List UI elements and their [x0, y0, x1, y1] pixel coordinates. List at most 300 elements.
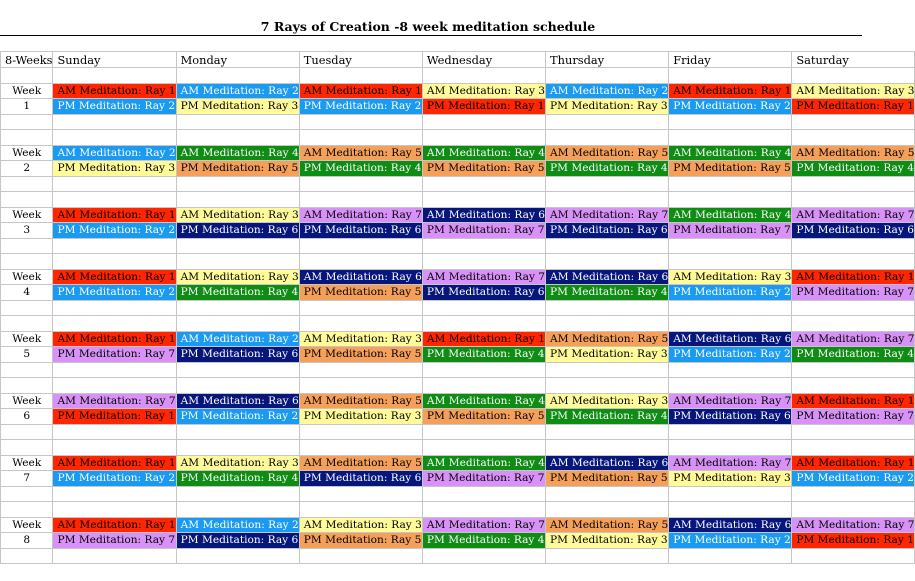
- blank-row: [1, 486, 915, 502]
- empty-cell[interactable]: [546, 378, 669, 394]
- empty-cell[interactable]: [546, 316, 669, 332]
- empty-cell[interactable]: [299, 192, 422, 208]
- empty-cell[interactable]: [1, 502, 53, 518]
- schedule-table: [0, 51, 915, 564]
- empty-cell[interactable]: [1, 424, 53, 440]
- empty-cell[interactable]: [792, 548, 915, 564]
- meditation-cell-am[interactable]: AM Meditation: Ray 4: [176, 145, 299, 161]
- meditation-cell-pm[interactable]: PM Meditation: Ray 3: [546, 347, 669, 363]
- empty-cell[interactable]: [422, 316, 545, 332]
- empty-cell[interactable]: [669, 378, 792, 394]
- blank-row: [1, 424, 915, 440]
- week-label[interactable]: Week: [1, 455, 53, 471]
- empty-cell[interactable]: [422, 548, 545, 564]
- meditation-cell-pm[interactable]: PM Meditation: Ray 4: [792, 161, 915, 177]
- empty-cell[interactable]: [53, 300, 176, 316]
- meditation-cell-pm[interactable]: PM Meditation: Ray 5: [299, 347, 422, 363]
- meditation-cell-pm[interactable]: PM Meditation: Ray 7: [53, 533, 176, 549]
- meditation-cell-pm[interactable]: PM Meditation: Ray 2: [669, 99, 792, 115]
- empty-cell[interactable]: [669, 238, 792, 254]
- blank-row: [1, 130, 915, 146]
- empty-cell[interactable]: [1, 300, 53, 316]
- empty-cell[interactable]: [53, 130, 176, 146]
- empty-cell[interactable]: [422, 486, 545, 502]
- empty-cell[interactable]: [422, 254, 545, 270]
- meditation-cell-pm[interactable]: PM Meditation: Ray 7: [422, 471, 545, 487]
- empty-cell[interactable]: [53, 440, 176, 456]
- empty-cell[interactable]: [422, 68, 545, 84]
- meditation-cell-am[interactable]: AM Meditation: Ray 3: [176, 269, 299, 285]
- meditation-cell-pm[interactable]: PM Meditation: Ray 3: [53, 161, 176, 177]
- blank-row: [1, 192, 915, 208]
- blank-row: [1, 502, 915, 518]
- empty-cell[interactable]: [669, 548, 792, 564]
- empty-cell[interactable]: [299, 486, 422, 502]
- empty-cell[interactable]: [1, 130, 53, 146]
- week-5-pm-row: [1, 347, 915, 363]
- meditation-cell-am[interactable]: AM Meditation: Ray 3: [422, 83, 545, 99]
- blank-row: [1, 114, 915, 130]
- empty-cell[interactable]: [546, 424, 669, 440]
- meditation-cell-am[interactable]: AM Meditation: Ray 1: [53, 517, 176, 533]
- empty-cell[interactable]: [176, 378, 299, 394]
- meditation-cell-pm[interactable]: PM Meditation: Ray 6: [299, 471, 422, 487]
- meditation-cell-pm[interactable]: PM Meditation: Ray 4: [422, 533, 545, 549]
- week-label[interactable]: Week: [1, 331, 53, 347]
- empty-cell[interactable]: [176, 192, 299, 208]
- week-2-pm-row: [1, 161, 915, 177]
- empty-cell[interactable]: [422, 424, 545, 440]
- empty-cell[interactable]: [1, 192, 53, 208]
- empty-cell[interactable]: [1, 238, 53, 254]
- empty-cell[interactable]: [299, 130, 422, 146]
- empty-cell[interactable]: [1, 486, 53, 502]
- sheet-title: 7 Rays of Creation -8 week meditation schedule: [260, 19, 596, 34]
- meditation-cell-am[interactable]: AM Meditation: Ray 4: [422, 393, 545, 409]
- header-cell[interactable]: Monday: [176, 52, 299, 68]
- empty-cell[interactable]: [299, 114, 422, 130]
- meditation-cell-am[interactable]: AM Meditation: Ray 4: [669, 145, 792, 161]
- header-cell[interactable]: 8-Weeks: [1, 52, 53, 68]
- week-number[interactable]: 6: [1, 409, 53, 425]
- empty-cell[interactable]: [792, 130, 915, 146]
- week-3-am-row: [1, 207, 915, 223]
- meditation-cell-pm[interactable]: PM Meditation: Ray 2: [53, 223, 176, 239]
- meditation-cell-am[interactable]: AM Meditation: Ray 2: [176, 83, 299, 99]
- header-cell[interactable]: Thursday: [546, 52, 669, 68]
- meditation-cell-pm[interactable]: PM Meditation: Ray 4: [176, 471, 299, 487]
- meditation-cell-pm[interactable]: PM Meditation: Ray 6: [422, 285, 545, 301]
- meditation-cell-pm[interactable]: PM Meditation: Ray 2: [669, 285, 792, 301]
- empty-cell[interactable]: [546, 440, 669, 456]
- empty-cell[interactable]: [299, 502, 422, 518]
- empty-cell[interactable]: [53, 68, 176, 84]
- empty-cell[interactable]: [1, 316, 53, 332]
- meditation-cell-pm[interactable]: PM Meditation: Ray 6: [176, 533, 299, 549]
- empty-cell[interactable]: [422, 502, 545, 518]
- empty-cell[interactable]: [299, 238, 422, 254]
- empty-cell[interactable]: [669, 68, 792, 84]
- meditation-cell-am[interactable]: AM Meditation: Ray 5: [546, 517, 669, 533]
- meditation-cell-am[interactable]: AM Meditation: Ray 5: [546, 145, 669, 161]
- empty-cell[interactable]: [299, 300, 422, 316]
- meditation-cell-am[interactable]: AM Meditation: Ray 1: [792, 455, 915, 471]
- empty-cell[interactable]: [299, 254, 422, 270]
- empty-cell[interactable]: [299, 176, 422, 192]
- meditation-cell-pm[interactable]: PM Meditation: Ray 7: [792, 409, 915, 425]
- title-underline: [0, 35, 862, 36]
- empty-cell[interactable]: [546, 486, 669, 502]
- empty-cell[interactable]: [176, 440, 299, 456]
- empty-cell[interactable]: [1, 176, 53, 192]
- week-1-am-row: [1, 83, 915, 99]
- empty-cell[interactable]: [176, 548, 299, 564]
- empty-cell[interactable]: [176, 316, 299, 332]
- meditation-cell-am[interactable]: AM Meditation: Ray 5: [546, 331, 669, 347]
- meditation-cell-pm[interactable]: PM Meditation: Ray 6: [546, 223, 669, 239]
- empty-cell[interactable]: [546, 192, 669, 208]
- meditation-cell-am[interactable]: AM Meditation: Ray 5: [299, 455, 422, 471]
- meditation-cell-am[interactable]: AM Meditation: Ray 6: [669, 517, 792, 533]
- meditation-cell-pm[interactable]: PM Meditation: Ray 4: [299, 161, 422, 177]
- empty-cell[interactable]: [546, 548, 669, 564]
- empty-cell[interactable]: [53, 316, 176, 332]
- meditation-cell-pm[interactable]: PM Meditation: Ray 5: [669, 161, 792, 177]
- empty-cell[interactable]: [176, 130, 299, 146]
- empty-cell[interactable]: [53, 502, 176, 518]
- week-8-pm-row: [1, 533, 915, 549]
- empty-cell[interactable]: [792, 378, 915, 394]
- week-label[interactable]: Week: [1, 269, 53, 285]
- meditation-cell-am[interactable]: AM Meditation: Ray 3: [299, 517, 422, 533]
- meditation-cell-pm[interactable]: PM Meditation: Ray 7: [53, 347, 176, 363]
- meditation-cell-am[interactable]: AM Meditation: Ray 1: [792, 269, 915, 285]
- meditation-cell-am[interactable]: AM Meditation: Ray 2: [546, 83, 669, 99]
- meditation-cell-pm[interactable]: PM Meditation: Ray 2: [53, 285, 176, 301]
- meditation-cell-am[interactable]: AM Meditation: Ray 7: [669, 393, 792, 409]
- meditation-cell-pm[interactable]: PM Meditation: Ray 6: [299, 223, 422, 239]
- week-number[interactable]: 2: [1, 161, 53, 177]
- empty-cell[interactable]: [422, 378, 545, 394]
- meditation-cell-am[interactable]: AM Meditation: Ray 1: [53, 455, 176, 471]
- meditation-cell-pm[interactable]: PM Meditation: Ray 6: [176, 347, 299, 363]
- empty-cell[interactable]: [792, 316, 915, 332]
- meditation-cell-am[interactable]: AM Meditation: Ray 3: [176, 455, 299, 471]
- empty-cell[interactable]: [299, 548, 422, 564]
- blank-row: [1, 440, 915, 456]
- empty-cell[interactable]: [53, 424, 176, 440]
- week-3-pm-row: [1, 223, 915, 239]
- empty-cell[interactable]: [1, 114, 53, 130]
- meditation-cell-pm[interactable]: PM Meditation: Ray 4: [546, 409, 669, 425]
- empty-cell[interactable]: [669, 440, 792, 456]
- empty-cell[interactable]: [422, 300, 545, 316]
- empty-cell[interactable]: [792, 362, 915, 378]
- meditation-cell-pm[interactable]: PM Meditation: Ray 4: [546, 161, 669, 177]
- meditation-cell-am[interactable]: AM Meditation: Ray 4: [422, 145, 545, 161]
- empty-cell[interactable]: [176, 502, 299, 518]
- header-cell[interactable]: Saturday: [792, 52, 915, 68]
- empty-cell[interactable]: [53, 238, 176, 254]
- meditation-cell-pm[interactable]: PM Meditation: Ray 7: [792, 285, 915, 301]
- empty-cell[interactable]: [1, 440, 53, 456]
- week-number[interactable]: 8: [1, 533, 53, 549]
- empty-cell[interactable]: [53, 378, 176, 394]
- empty-cell[interactable]: [669, 130, 792, 146]
- empty-cell[interactable]: [176, 238, 299, 254]
- header-row: [1, 52, 915, 68]
- meditation-cell-pm[interactable]: PM Meditation: Ray 2: [669, 347, 792, 363]
- meditation-cell-pm[interactable]: PM Meditation: Ray 2: [792, 471, 915, 487]
- meditation-cell-pm[interactable]: PM Meditation: Ray 6: [669, 409, 792, 425]
- meditation-cell-pm[interactable]: PM Meditation: Ray 5: [299, 533, 422, 549]
- meditation-cell-am[interactable]: AM Meditation: Ray 6: [546, 269, 669, 285]
- empty-cell[interactable]: [1, 68, 53, 84]
- meditation-cell-am[interactable]: AM Meditation: Ray 6: [669, 331, 792, 347]
- meditation-cell-pm[interactable]: PM Meditation: Ray 1: [422, 99, 545, 115]
- empty-cell[interactable]: [546, 502, 669, 518]
- empty-cell[interactable]: [53, 486, 176, 502]
- meditation-cell-am[interactable]: AM Meditation: Ray 6: [546, 455, 669, 471]
- meditation-cell-am[interactable]: AM Meditation: Ray 3: [546, 393, 669, 409]
- empty-cell[interactable]: [422, 176, 545, 192]
- empty-cell[interactable]: [299, 378, 422, 394]
- empty-cell[interactable]: [1, 254, 53, 270]
- empty-cell[interactable]: [792, 424, 915, 440]
- empty-cell[interactable]: [176, 68, 299, 84]
- empty-cell[interactable]: [422, 440, 545, 456]
- empty-cell[interactable]: [176, 362, 299, 378]
- week-number[interactable]: 3: [1, 223, 53, 239]
- empty-cell[interactable]: [669, 362, 792, 378]
- meditation-cell-pm[interactable]: PM Meditation: Ray 3: [546, 99, 669, 115]
- empty-cell[interactable]: [792, 502, 915, 518]
- meditation-cell-pm[interactable]: PM Meditation: Ray 4: [176, 285, 299, 301]
- empty-cell[interactable]: [422, 114, 545, 130]
- meditation-cell-am[interactable]: AM Meditation: Ray 7: [792, 331, 915, 347]
- meditation-cell-am[interactable]: AM Meditation: Ray 3: [176, 207, 299, 223]
- empty-cell[interactable]: [53, 114, 176, 130]
- meditation-cell-pm[interactable]: PM Meditation: Ray 6: [792, 223, 915, 239]
- meditation-cell-pm[interactable]: PM Meditation: Ray 4: [792, 347, 915, 363]
- meditation-cell-am[interactable]: AM Meditation: Ray 1: [53, 83, 176, 99]
- empty-cell[interactable]: [546, 114, 669, 130]
- empty-cell[interactable]: [546, 68, 669, 84]
- empty-cell[interactable]: [1, 362, 53, 378]
- empty-cell[interactable]: [546, 300, 669, 316]
- blank-row: [1, 254, 915, 270]
- week-6-am-row: [1, 393, 915, 409]
- meditation-cell-pm[interactable]: PM Meditation: Ray 1: [792, 99, 915, 115]
- empty-cell[interactable]: [422, 238, 545, 254]
- meditation-cell-am[interactable]: AM Meditation: Ray 2: [176, 331, 299, 347]
- blank-row: [1, 316, 915, 332]
- empty-cell[interactable]: [176, 424, 299, 440]
- meditation-cell-am[interactable]: AM Meditation: Ray 1: [53, 331, 176, 347]
- meditation-cell-am[interactable]: AM Meditation: Ray 5: [299, 145, 422, 161]
- meditation-cell-pm[interactable]: PM Meditation: Ray 2: [299, 99, 422, 115]
- week-7-am-row: [1, 455, 915, 471]
- empty-cell[interactable]: [299, 316, 422, 332]
- empty-cell[interactable]: [792, 254, 915, 270]
- meditation-cell-am[interactable]: AM Meditation: Ray 2: [53, 145, 176, 161]
- empty-cell[interactable]: [792, 238, 915, 254]
- empty-cell[interactable]: [669, 316, 792, 332]
- header-cell[interactable]: Tuesday: [299, 52, 422, 68]
- week-number[interactable]: 4: [1, 285, 53, 301]
- meditation-cell-am[interactable]: AM Meditation: Ray 5: [792, 145, 915, 161]
- blank-row: [1, 362, 915, 378]
- blank-row: [1, 68, 915, 84]
- empty-cell[interactable]: [299, 440, 422, 456]
- meditation-cell-am[interactable]: AM Meditation: Ray 1: [299, 83, 422, 99]
- header-cell[interactable]: Sunday: [53, 52, 176, 68]
- meditation-cell-am[interactable]: AM Meditation: Ray 7: [422, 269, 545, 285]
- week-6-pm-row: [1, 409, 915, 425]
- meditation-cell-pm[interactable]: PM Meditation: Ray 5: [546, 471, 669, 487]
- blank-row: [1, 378, 915, 394]
- meditation-cell-am[interactable]: AM Meditation: Ray 4: [669, 207, 792, 223]
- meditation-cell-pm[interactable]: PM Meditation: Ray 4: [546, 285, 669, 301]
- meditation-cell-pm[interactable]: PM Meditation: Ray 5: [299, 285, 422, 301]
- meditation-cell-pm[interactable]: PM Meditation: Ray 6: [176, 223, 299, 239]
- empty-cell[interactable]: [53, 362, 176, 378]
- week-number[interactable]: 1: [1, 99, 53, 115]
- meditation-cell-am[interactable]: AM Meditation: Ray 1: [53, 269, 176, 285]
- empty-cell[interactable]: [669, 300, 792, 316]
- blank-row: [1, 548, 915, 564]
- empty-cell[interactable]: [669, 176, 792, 192]
- week-label[interactable]: Week: [1, 207, 53, 223]
- empty-cell[interactable]: [53, 176, 176, 192]
- meditation-cell-am[interactable]: AM Meditation: Ray 6: [422, 207, 545, 223]
- blank-row: [1, 238, 915, 254]
- meditation-cell-am[interactable]: AM Meditation: Ray 1: [792, 393, 915, 409]
- empty-cell[interactable]: [176, 176, 299, 192]
- meditation-cell-am[interactable]: AM Meditation: Ray 7: [299, 207, 422, 223]
- meditation-cell-am[interactable]: AM Meditation: Ray 7: [422, 517, 545, 533]
- empty-cell[interactable]: [669, 486, 792, 502]
- blank-row: [1, 300, 915, 316]
- empty-cell[interactable]: [422, 362, 545, 378]
- empty-cell[interactable]: [792, 176, 915, 192]
- meditation-cell-am[interactable]: AM Meditation: Ray 3: [299, 331, 422, 347]
- week-number[interactable]: 7: [1, 471, 53, 487]
- empty-cell[interactable]: [546, 362, 669, 378]
- week-4-am-row: [1, 269, 915, 285]
- empty-cell[interactable]: [792, 68, 915, 84]
- empty-cell[interactable]: [299, 68, 422, 84]
- meditation-cell-pm[interactable]: PM Meditation: Ray 5: [176, 161, 299, 177]
- meditation-cell-am[interactable]: AM Meditation: Ray 1: [53, 207, 176, 223]
- meditation-cell-pm[interactable]: PM Meditation: Ray 3: [669, 471, 792, 487]
- week-4-pm-row: [1, 285, 915, 301]
- meditation-cell-am[interactable]: AM Meditation: Ray 7: [546, 207, 669, 223]
- meditation-cell-pm[interactable]: PM Meditation: Ray 1: [53, 409, 176, 425]
- week-7-pm-row: [1, 471, 915, 487]
- empty-cell[interactable]: [792, 192, 915, 208]
- meditation-cell-pm[interactable]: PM Meditation: Ray 2: [669, 533, 792, 549]
- empty-cell[interactable]: [546, 176, 669, 192]
- empty-cell[interactable]: [669, 424, 792, 440]
- week-label[interactable]: Week: [1, 83, 53, 99]
- meditation-cell-pm[interactable]: PM Meditation: Ray 3: [299, 409, 422, 425]
- empty-cell[interactable]: [1, 548, 53, 564]
- empty-cell[interactable]: [792, 300, 915, 316]
- empty-cell[interactable]: [792, 486, 915, 502]
- week-number[interactable]: 5: [1, 347, 53, 363]
- empty-cell[interactable]: [1, 378, 53, 394]
- empty-cell[interactable]: [53, 254, 176, 270]
- meditation-cell-pm[interactable]: PM Meditation: Ray 7: [422, 223, 545, 239]
- meditation-cell-pm[interactable]: PM Meditation: Ray 1: [792, 533, 915, 549]
- empty-cell[interactable]: [299, 424, 422, 440]
- empty-cell[interactable]: [546, 238, 669, 254]
- meditation-cell-am[interactable]: AM Meditation: Ray 7: [792, 207, 915, 223]
- meditation-cell-pm[interactable]: PM Meditation: Ray 5: [422, 161, 545, 177]
- meditation-cell-am[interactable]: AM Meditation: Ray 3: [669, 269, 792, 285]
- meditation-cell-pm[interactable]: PM Meditation: Ray 2: [53, 471, 176, 487]
- meditation-cell-am[interactable]: AM Meditation: Ray 6: [176, 393, 299, 409]
- empty-cell[interactable]: [669, 502, 792, 518]
- meditation-cell-am[interactable]: AM Meditation: Ray 7: [53, 393, 176, 409]
- week-label[interactable]: Week: [1, 145, 53, 161]
- header-cell[interactable]: Friday: [669, 52, 792, 68]
- week-1-pm-row: [1, 99, 915, 115]
- empty-cell[interactable]: [176, 486, 299, 502]
- meditation-cell-pm[interactable]: PM Meditation: Ray 7: [669, 223, 792, 239]
- empty-cell[interactable]: [422, 192, 545, 208]
- week-2-am-row: [1, 145, 915, 161]
- blank-row: [1, 176, 915, 192]
- meditation-cell-pm[interactable]: PM Meditation: Ray 3: [176, 99, 299, 115]
- meditation-cell-am[interactable]: AM Meditation: Ray 7: [669, 455, 792, 471]
- empty-cell[interactable]: [176, 254, 299, 270]
- meditation-cell-pm[interactable]: PM Meditation: Ray 2: [53, 99, 176, 115]
- empty-cell[interactable]: [299, 362, 422, 378]
- meditation-cell-am[interactable]: AM Meditation: Ray 1: [669, 83, 792, 99]
- week-8-am-row: [1, 517, 915, 533]
- empty-cell[interactable]: [546, 254, 669, 270]
- empty-cell[interactable]: [53, 548, 176, 564]
- week-label[interactable]: Week: [1, 517, 53, 533]
- empty-cell[interactable]: [176, 300, 299, 316]
- empty-cell[interactable]: [669, 192, 792, 208]
- meditation-cell-am[interactable]: AM Meditation: Ray 4: [422, 455, 545, 471]
- meditation-cell-am[interactable]: AM Meditation: Ray 7: [792, 517, 915, 533]
- empty-cell[interactable]: [546, 130, 669, 146]
- empty-cell[interactable]: [792, 440, 915, 456]
- header-cell[interactable]: Wednesday: [422, 52, 545, 68]
- empty-cell[interactable]: [422, 130, 545, 146]
- empty-cell[interactable]: [792, 114, 915, 130]
- empty-cell[interactable]: [176, 114, 299, 130]
- empty-cell[interactable]: [669, 254, 792, 270]
- meditation-cell-pm[interactable]: PM Meditation: Ray 5: [422, 409, 545, 425]
- meditation-cell-pm[interactable]: PM Meditation: Ray 4: [422, 347, 545, 363]
- meditation-cell-pm[interactable]: PM Meditation: Ray 3: [546, 533, 669, 549]
- empty-cell[interactable]: [669, 114, 792, 130]
- empty-cell[interactable]: [53, 192, 176, 208]
- meditation-cell-am[interactable]: AM Meditation: Ray 1: [422, 331, 545, 347]
- meditation-cell-pm[interactable]: PM Meditation: Ray 2: [176, 409, 299, 425]
- meditation-cell-am[interactable]: AM Meditation: Ray 5: [299, 393, 422, 409]
- meditation-cell-am[interactable]: AM Meditation: Ray 6: [299, 269, 422, 285]
- week-5-am-row: [1, 331, 915, 347]
- meditation-cell-am[interactable]: AM Meditation: Ray 2: [176, 517, 299, 533]
- meditation-cell-am[interactable]: AM Meditation: Ray 3: [792, 83, 915, 99]
- week-label[interactable]: Week: [1, 393, 53, 409]
